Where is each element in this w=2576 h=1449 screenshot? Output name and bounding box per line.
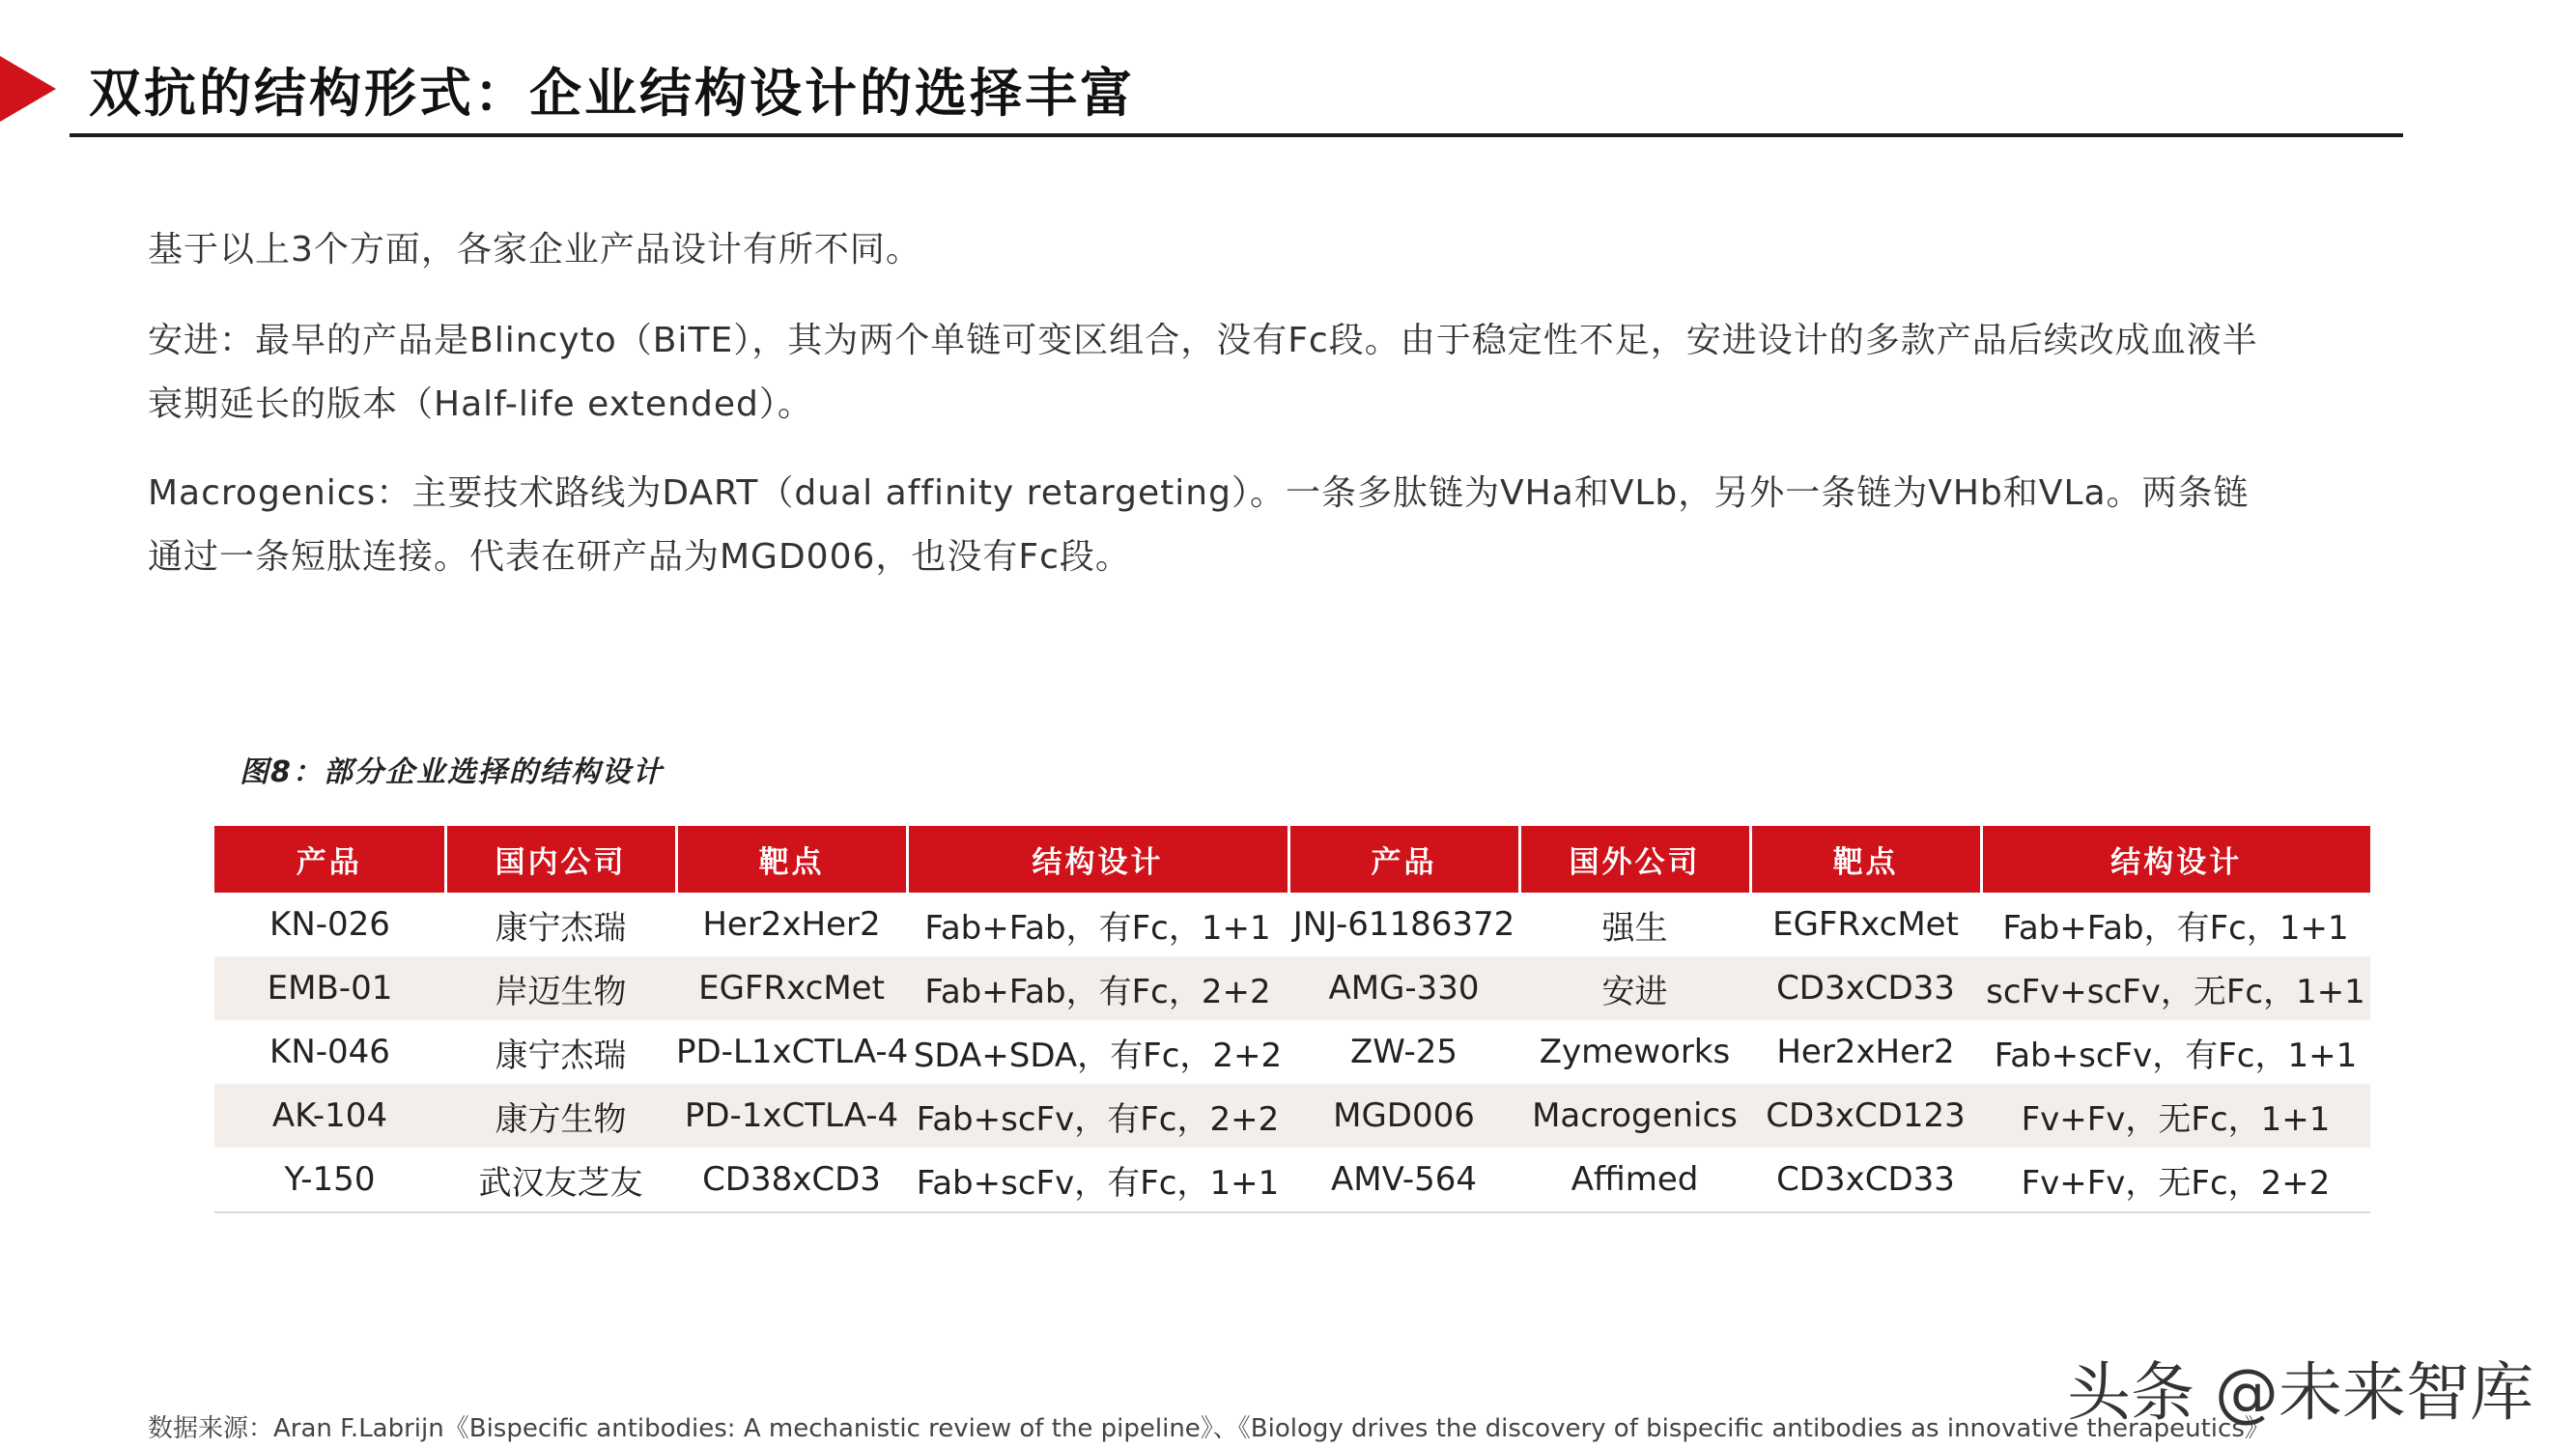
table-cell: 岸迈生物: [445, 956, 676, 1020]
table-cell: scFv+scFv，无Fc，1+1: [1981, 956, 2370, 1020]
table-cell: PD-L1xCTLA-4: [676, 1033, 909, 1071]
table-cell: CD38xCD3: [676, 1148, 907, 1212]
table-cell: Fab+Fab，有Fc，2+2: [907, 956, 1288, 1020]
macrogenics-paragraph: Macrogenics：主要技术路线为DART（dual affinity retargeting）。一条多肽链为VHa和VLb，另外一条链为VHb和VLa。两条链通过一条短肽连接。代表在研产品为MGD006，也没有Fc段。: [148, 473, 2250, 577]
table-cell: KN-026: [269, 905, 390, 944]
header-product-domestic: 产品: [214, 826, 445, 893]
table-row: [214, 893, 2370, 956]
table-cell: JNJ-61186372: [1292, 905, 1515, 944]
table-cell: 康宁杰瑞: [495, 1036, 627, 1075]
table-cell: 强生: [1601, 908, 1668, 948]
table-row: [214, 1148, 2370, 1212]
title-triangle-icon: [0, 56, 56, 122]
table-cell: Fv+Fv，无Fc，1+1: [1981, 1084, 2370, 1148]
table-cell: 武汉友芝友: [445, 1148, 676, 1212]
table-cell: KN-046: [269, 1033, 390, 1071]
page-title: 双抗的结构形式：企业结构设计的选择丰富: [89, 62, 1135, 124]
table-cell: Y-150: [214, 1148, 445, 1212]
table-cell: Fab+Fab，有Fc，1+1: [2002, 908, 2349, 948]
table-cell: 康方生物: [445, 1084, 676, 1148]
table-cell: Zymeworks: [1539, 1033, 1731, 1071]
header-structure-foreign: 结构设计: [1981, 826, 2370, 893]
header-domestic-company: 国内公司: [445, 826, 676, 893]
header-product-foreign: 产品: [1288, 826, 1519, 893]
table-cell: AK-104: [214, 1084, 445, 1148]
table-cell: Her2xHer2: [1776, 1033, 1955, 1071]
table-row: [214, 1020, 2370, 1084]
table-caption: 图8：部分企业选择的结构设计: [240, 755, 664, 789]
table-row: [214, 956, 2370, 1020]
header-target-domestic: 靶点: [676, 826, 907, 893]
table-cell: EMB-01: [214, 956, 445, 1020]
table-cell: Affimed: [1519, 1148, 1750, 1212]
amgen-paragraph: 安进：最早的产品是Blincyto（BiTE），其为两个单链可变区组合，没有Fc段。由于稳定性不足，安进设计的多款产品后续改成血液半衰期延长的版本（Half-life extended）。: [148, 321, 2258, 424]
table-cell: 康宁杰瑞: [495, 908, 627, 948]
header-foreign-company: 国外公司: [1519, 826, 1750, 893]
table-cell: CD3xCD33: [1750, 956, 1981, 1020]
table-cell: CD3xCD33: [1750, 1148, 1981, 1212]
intro-paragraph: 基于以上3个方面，各家企业产品设计有所不同。: [148, 230, 921, 270]
header-target-foreign: 靶点: [1750, 826, 1981, 893]
watermark: 头条 @未来智库: [2067, 1355, 2534, 1430]
header-structure-domestic: 结构设计: [907, 826, 1288, 893]
title-divider: [70, 133, 2403, 137]
table-cell: EGFRxcMet: [1772, 905, 1959, 944]
table-cell: Fab+scFv，有Fc，1+1: [1994, 1036, 2358, 1075]
table-cell: PD-1xCTLA-4: [676, 1084, 907, 1148]
table-cell: AMG-330: [1288, 956, 1519, 1020]
table-cell: Fab+Fab，有Fc，1+1: [924, 908, 1271, 948]
table-cell: Fab+scFv，有Fc，1+1: [907, 1148, 1288, 1212]
table-cell: Macrogenics: [1519, 1084, 1750, 1148]
table-cell: ZW-25: [1349, 1033, 1458, 1071]
table-cell: MGD006: [1288, 1084, 1519, 1148]
table-cell: Fv+Fv，无Fc，2+2: [1981, 1148, 2370, 1212]
table-cell: Fab+scFv，有Fc，2+2: [907, 1084, 1288, 1148]
table-cell: AMV-564: [1288, 1148, 1519, 1212]
table-row: [214, 1084, 2370, 1148]
table-cell: CD3xCD123: [1750, 1084, 1981, 1148]
table-cell: 安进: [1519, 956, 1750, 1020]
structure-design-table: [214, 826, 2370, 1213]
table-cell: Her2xHer2: [702, 905, 881, 944]
table-header-row: [214, 826, 2370, 893]
data-source-note: 数据来源：Aran F.Labrijn《Bispecific antibodies: A mechanistic review of the pipeline》、《Biology drives the discovery of bispecific antibodies as innovative therapeutics》: [148, 1414, 2270, 1443]
table-cell: EGFRxcMet: [676, 956, 907, 1020]
table-cell: SDA+SDA，有Fc，2+2: [913, 1036, 1283, 1075]
